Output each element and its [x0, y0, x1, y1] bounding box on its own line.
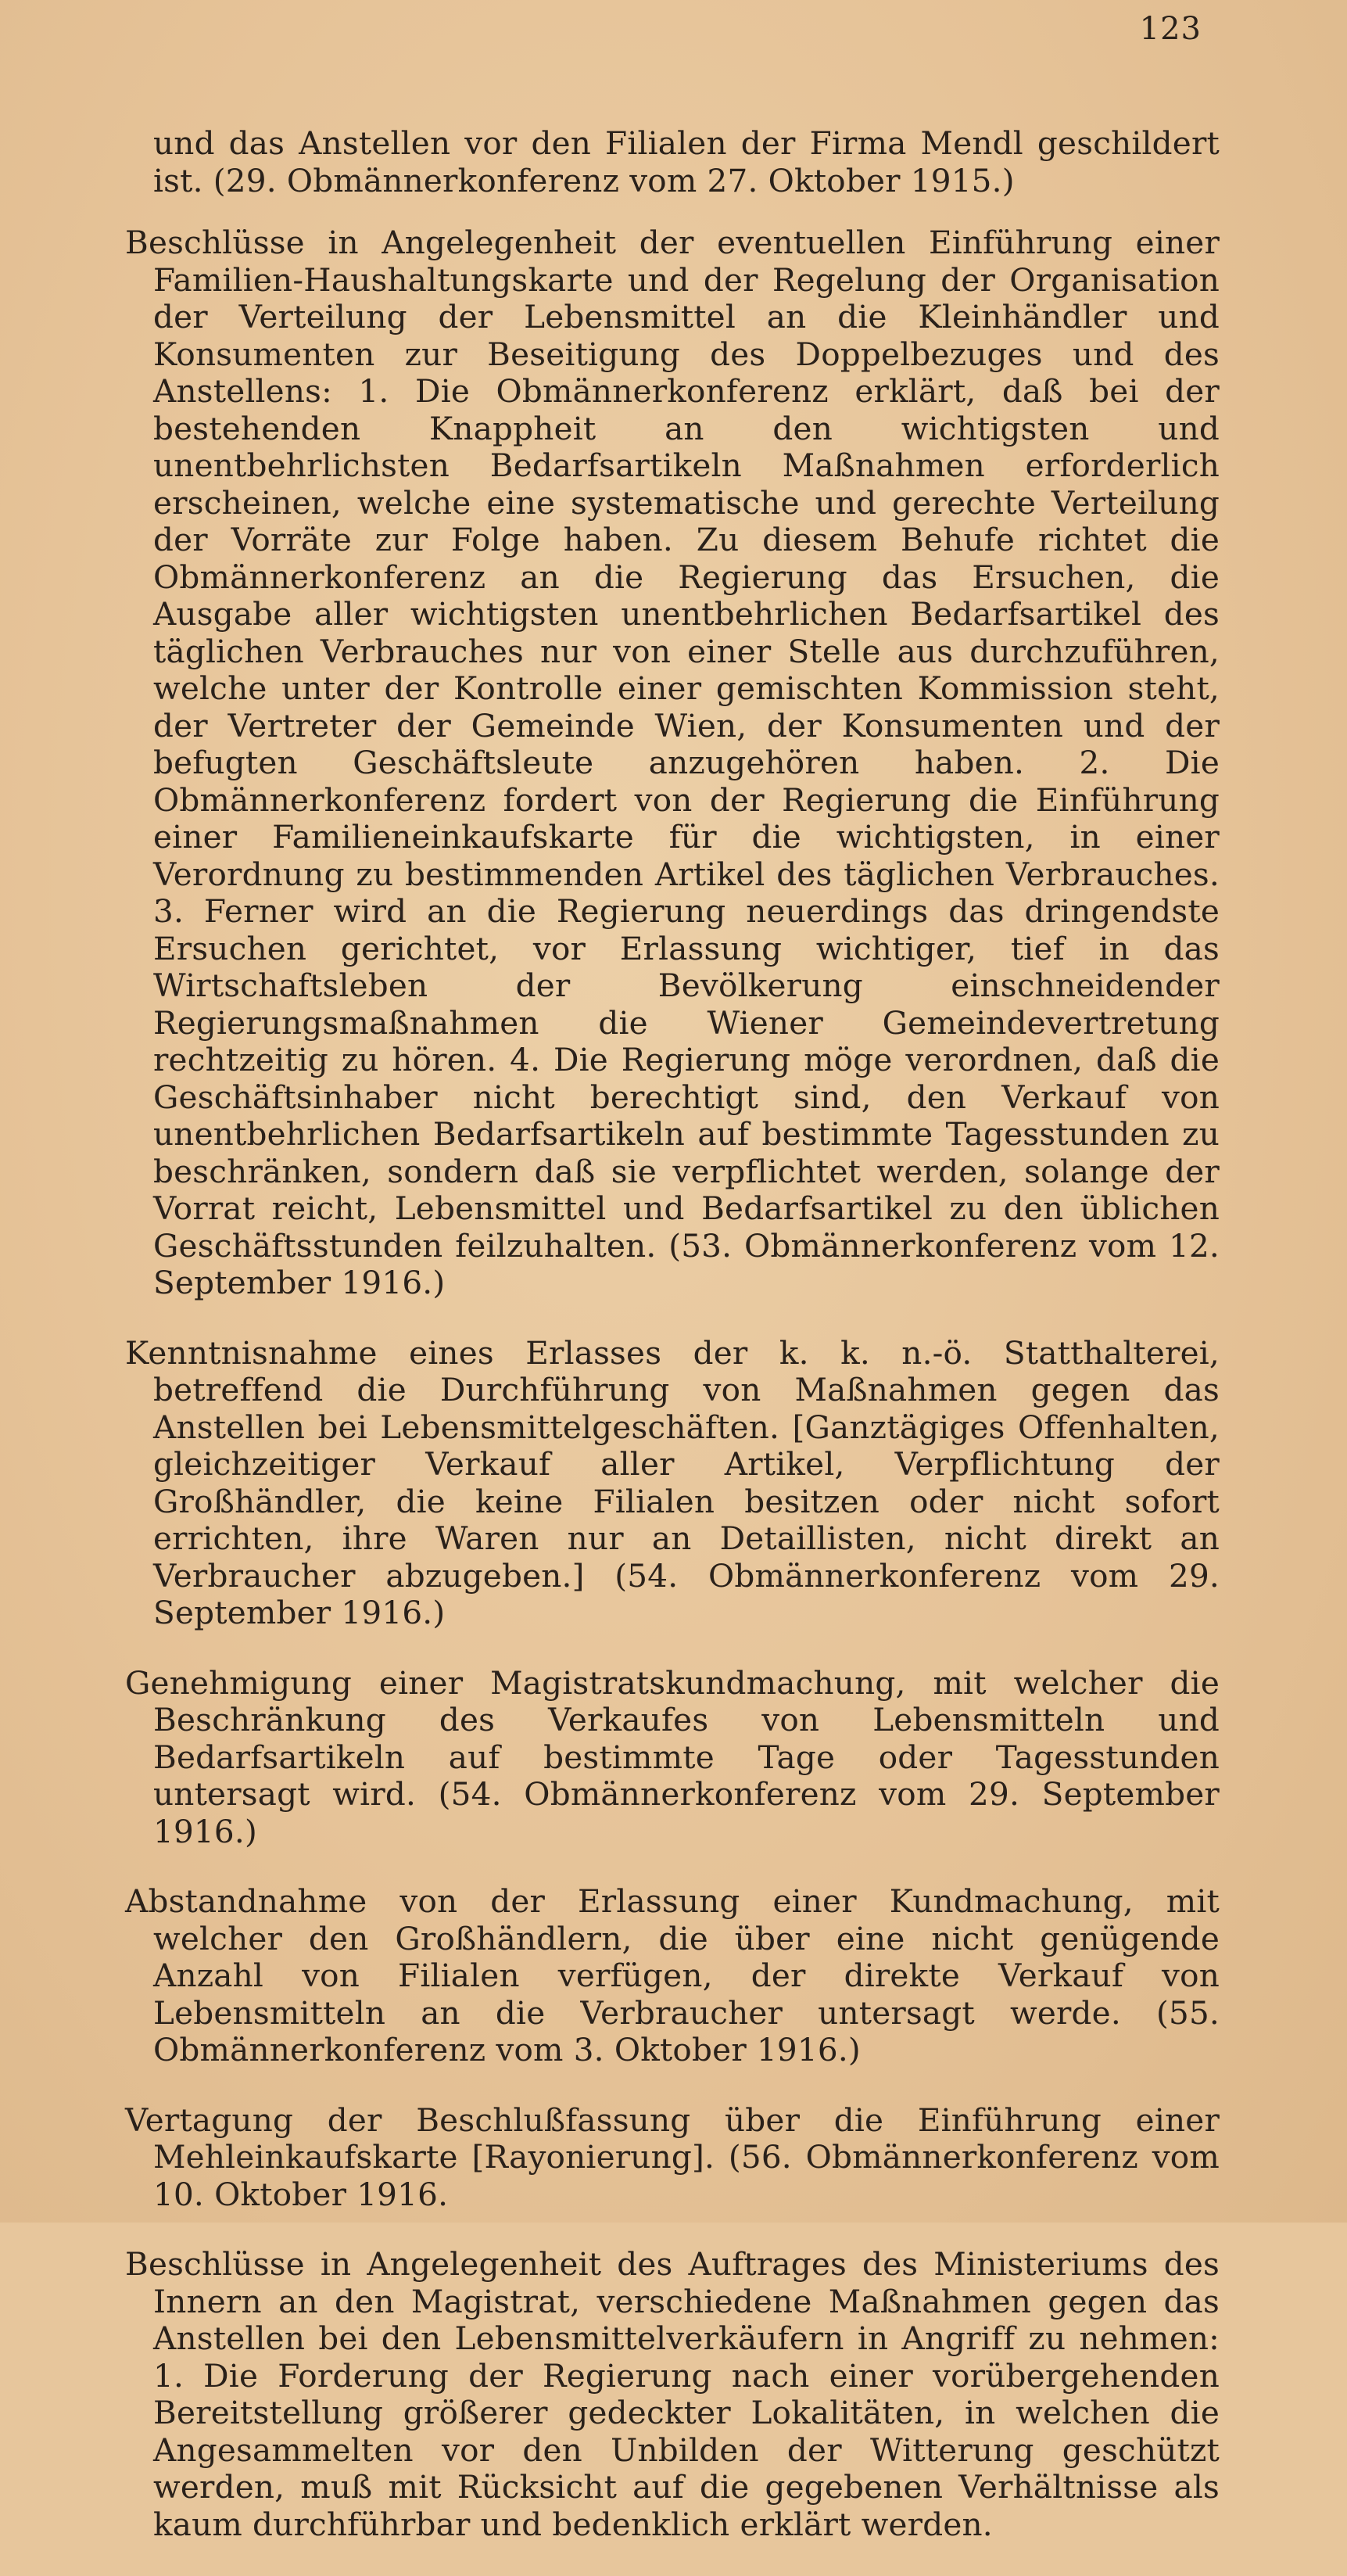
- paragraph-text: Beschlüsse in Angelegenheit des Auftrages des Ministeriums des Innern an den Magistrat, verschiedene Maßnahmen gegen das Anstellen bei den Lebensmittelverkäufern in Angriff zu nehmen: 1. Die Forderung der Regierung nach einer vorübergehenden Bereitstellung größerer gedeckter Lokalitäten, in welchen die Angesammelten vor den Unbilden der Witterung geschützt werden, muß mit Rücksicht auf die gegebenen Verhältnisse als kaum durchführbar und bedenklich erklärt werden.: [125, 2245, 1220, 2543]
- page-number: 123: [1139, 11, 1202, 47]
- paragraph-text: Abstandnahme von der Erlassung einer Kundmachung, mit welcher den Großhändlern, die über eine nicht genügende Anzahl von Filialen verfügen, der direkte Verkauf von Lebensmitteln an die Verbraucher untersagt werde. (55. Obmännerkonferenz vom 3. Oktober 1916.): [125, 1882, 1220, 2068]
- paragraph-entry: [125, 1883, 1220, 2069]
- paragraph-text: Beschlüsse in Angelegenheit der eventuellen Einführung einer Familien-Haushaltungskarte und der Regelung der Organisation der Verteilung der Lebensmittel an die Kleinhändler und Konsumenten zur Beseitigung des Doppelbezuges und des Anstellens: 1. Die Obmännerkonferenz erklärt, daß bei der bestehenden Knappheit an den wichtigsten und unentbehrlichsten Bedarfsartikeln Maßnahmen erforderlich erscheinen, welche eine systematische und gerechte Verteilung der Vorräte zur Folge haben. Zu diesem Behufe richtet die Obmännerkonferenz an die Regierung das Ersuchen, die Ausgabe aller wichtigsten unentbehrlichen Bedarfsartikel des täglichen Verbrauches nur von einer Stelle aus durchzuführen, welche unter der Kontrolle einer gemischten Kommission steht, der Vertreter der Gemeinde Wien, der Konsumenten und der befugten Geschäftsleute anzugehören haben. 2. Die Obmännerkonferenz fordert von der Regierung die Einführung einer Familieneinkaufskarte für die wichtigsten, in einer Verordnung zu bestimmenden Artikel des täglichen Verbrauches. 3. Ferner wird an die Regierung neuerdings das dringendste Ersuchen gerichtet, vor Erlassung wichtiger, tief in das Wirtschaftsleben der Bevölkerung einschneidender Regierungsmaßnahmen die Wiener Gemeindevertretung rechtzeitig zu hören. 4. Die Regierung möge verordnen, daß die Geschäftsinhaber nicht berechtigt sind, den Verkauf von unentbehrlichen Bedarfsartikeln auf bestimmte Tagesstunden zu beschränken, sondern daß sie verpflichtet werden, solange der Vorrat reicht, Lebensmittel und Bedarfsartikel zu den üblichen Geschäftsstunden feilzuhalten. (53. Obmännerkonferenz vom 12. September 1916.): [125, 224, 1220, 1301]
- paragraph-text: Vertagung der Beschlußfassung über die Einführung einer Mehleinkaufskarte [Rayonierung]. (56. Obmännerkonferenz vom 10. Oktober 1916.: [125, 2101, 1220, 2213]
- paragraph-entry: [125, 1335, 1220, 1632]
- paragraph-continuation: [125, 125, 1220, 199]
- paragraph-text: und das Anstellen vor den Filialen der Firma Mendl geschildert ist. (29. Obmännerkonferenz vom 27. Oktober 1915.): [153, 124, 1220, 199]
- paragraph-entry: [125, 1665, 1220, 1851]
- paragraph-entry: [125, 2246, 1220, 2543]
- paragraph-text: Kenntnisnahme eines Erlasses der k. k. n.-ö. Statthalterei, betreffend die Durchführung von Maßnahmen gegen das Anstellen bei Lebensmittelgeschäften. [Ganztägiges Offenhalten, gleichzeitiger Verkauf aller Artikel, Verpflichtung der Großhändler, die keine Filialen besitzen oder nicht sofort errichten, ihre Waren nur an Detaillisten, nicht direkt an Verbraucher abzugeben.] (54. Obmännerkonferenz vom 29. September 1916.): [125, 1333, 1220, 1631]
- paragraph-entry: [125, 224, 1220, 1302]
- text-body: [125, 125, 1220, 2576]
- paragraph-entry: [125, 2102, 1220, 2214]
- paragraph-text: Genehmigung einer Magistratskundmachung, mit welcher die Beschränkung des Verkaufes von Lebensmitteln und Bedarfsartikeln auf bestimmte Tage oder Tagesstunden untersagt wird. (54. Obmännerkonferenz vom 29. September 1916.): [125, 1663, 1220, 1850]
